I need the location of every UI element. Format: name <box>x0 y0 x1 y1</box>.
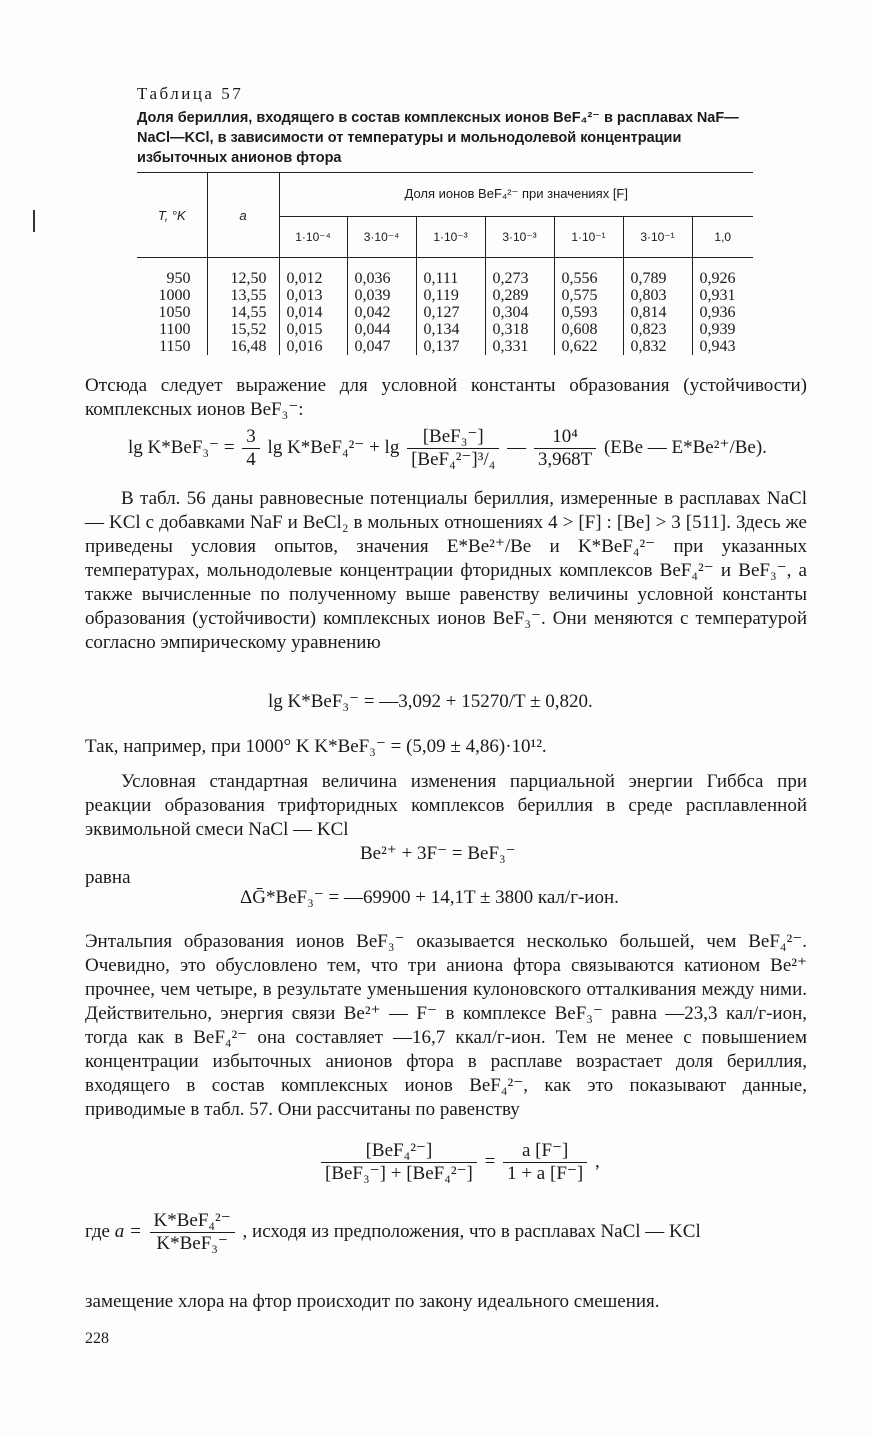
table-title: Доля бериллия, входящего в состав комплексных ионов BeF₄²⁻ в расплавах NaF—NaCl—KCl, в зависимости от температуры и мольнодолевой концентрации избыточных анионов фтора <box>137 110 739 166</box>
p7-rest: , исходя из предположения, что в расплавах NaCl — KCl <box>242 1220 701 1242</box>
cell-value: 0,039 <box>347 287 416 304</box>
cell-value: 0,931 <box>692 287 753 304</box>
cell-value: 0,943 <box>692 338 753 355</box>
cell-value: 0,016 <box>279 338 347 355</box>
eq5-eq: = <box>484 1150 496 1172</box>
eq5-right-frac <box>503 1140 587 1185</box>
data-table <box>137 172 753 355</box>
cell-a: 14,55 <box>207 304 279 321</box>
column-header-a: a <box>207 173 279 258</box>
cell-value: 0,575 <box>554 287 623 304</box>
cell-a: 16,48 <box>207 338 279 355</box>
column-header-f: 3·10⁻¹ <box>623 216 692 258</box>
cell-value: 0,044 <box>347 321 416 338</box>
paragraph: Отсюда следует выражение для условной константы образования (устойчивости) комплексных ионов BeF₃⁻: <box>85 375 807 420</box>
cell-value: 0,012 <box>279 258 347 288</box>
table-row <box>137 258 753 288</box>
eq5-end: , <box>595 1150 600 1172</box>
cell-value: 0,823 <box>623 321 692 338</box>
column-header-f: 3·10⁻⁴ <box>347 216 416 258</box>
cell-value: 0,289 <box>485 287 554 304</box>
equation-1 <box>128 426 767 471</box>
cell-value: 0,013 <box>279 287 347 304</box>
cell-value: 0,939 <box>692 321 753 338</box>
eq1-tail: (EBe — E*Be²⁺/Be). <box>603 436 767 458</box>
cell-value: 0,622 <box>554 338 623 355</box>
p7-lead: где <box>85 1220 110 1242</box>
eq1-minus: — <box>507 436 527 458</box>
eq5-num: [BeF₄²⁻] <box>321 1140 477 1163</box>
eq5-den: [BeF₃⁻] + [BeF₄²⁻] <box>325 1163 473 1184</box>
paragraph: Энтальпия образования ионов BeF₃⁻ оказывается несколько большей, чем BeF₄²⁻. Очевидно, это обусловлено тем, что три аниона фтора связываются катионом Be²⁺ прочнее, чем четыре, в результате уменьшения кулоновского отталкивания между ними. Действительно, энергия связи Be²⁺ — F⁻ в комплексе BeF₃⁻ равна —23,3 кал/г-ион, тогда как в BeF₄²⁻ она составляет —16,7 ккал/г-ион. Тем не менее с повышением концентрации избыточных анионов фтора в расплаве возрастает доля бериллия, входящего в состав комплексных ионов BeF₄²⁻, как это показывают данные, приводимые в табл. 57. Они рассчитаны по равенству <box>85 931 807 1120</box>
cell-value: 0,014 <box>279 304 347 321</box>
cell-value: 0,803 <box>623 287 692 304</box>
eq5-left-frac <box>321 1140 477 1185</box>
cell-value: 0,926 <box>692 258 753 288</box>
cell-value: 0,134 <box>416 321 485 338</box>
eq1-t-den: 3,968T <box>537 449 593 470</box>
table-row <box>137 338 753 355</box>
paragraph: равна <box>85 867 131 888</box>
cell-value: 0,047 <box>347 338 416 355</box>
column-header-t: T, °K <box>137 173 207 258</box>
equation-4: ΔḠ*BeF₃⁻ = —69900 + 14,1T ± 3800 кал/г-ион. <box>240 887 619 908</box>
equation-3: Be²⁺ + 3F⁻ = BeF₃⁻ <box>360 843 516 864</box>
column-header-f: 1·10⁻⁴ <box>279 216 347 258</box>
table-row <box>137 321 753 338</box>
cell-t: 1000 <box>158 287 191 304</box>
eq1-mid: lg K*BeF₄²⁻ + lg <box>267 436 400 458</box>
paragraph: замещение хлора на фтор происходит по закону идеального смешения. <box>85 1291 660 1312</box>
eq1-frac-den: [BeF₄²⁻]³/₄ <box>411 449 496 470</box>
table-row <box>137 287 753 304</box>
cell-t: 1050 <box>158 304 191 321</box>
cell-a: 15,52 <box>207 321 279 338</box>
cell-value: 0,608 <box>554 321 623 338</box>
column-header-f: 3·10⁻³ <box>485 216 554 258</box>
column-header-f: 1,0 <box>692 216 753 258</box>
eq1-frac-num: [BeF₃⁻] <box>407 426 499 449</box>
p7-den: K*BeF₃⁻ <box>156 1233 228 1254</box>
eq1-coef-den: 4 <box>246 449 256 470</box>
eq1-coef-num: 3 <box>242 426 260 449</box>
cell-value: 0,331 <box>485 338 554 355</box>
cell-value: 0,556 <box>554 258 623 288</box>
cell-value: 0,119 <box>416 287 485 304</box>
table-row <box>137 304 753 321</box>
page-number: 228 <box>85 1330 109 1347</box>
cell-value: 0,042 <box>347 304 416 321</box>
cell-a: 12,50 <box>207 258 279 288</box>
equation-5 <box>318 1140 600 1185</box>
cell-a: 13,55 <box>207 287 279 304</box>
paragraph: В табл. 56 даны равновесные потенциалы бериллия, измеренные в расплавах NaCl — KCl с добавками NaF и BeCl₂ в мольных отношениях 4 > [F] : [Be] > 3 [511]. Здесь же приведены условия опытов, значения E*Be²⁺/Be и K*BeF₄²⁻ при указанных температурах, мольнодолевые концентрации фторидных комплексов BeF₄²⁻ и BeF₃⁻, а также вычисленные по полученному выше равенству величины условной константы образования (устойчивости) комплексных ионов BeF₃⁻. Они меняются с температурой согласно эмпирическому уравнению <box>85 488 807 653</box>
column-header-f: 1·10⁻¹ <box>554 216 623 258</box>
cell-value: 0,936 <box>692 304 753 321</box>
cell-value: 0,318 <box>485 321 554 338</box>
cell-value: 0,273 <box>485 258 554 288</box>
cell-value: 0,036 <box>347 258 416 288</box>
p7-a: a = <box>114 1220 142 1242</box>
cell-value: 0,593 <box>554 304 623 321</box>
equation-2: lg K*BeF₃⁻ = —3,092 + 15270/T ± 0,820. <box>268 691 593 712</box>
eq1-lhs: lg K*BeF₃⁻ = <box>128 436 235 458</box>
cell-t: 1100 <box>159 321 191 338</box>
equation-6 <box>85 1210 701 1255</box>
cell-value: 0,304 <box>485 304 554 321</box>
cell-value: 0,832 <box>623 338 692 355</box>
eq5-r-den: 1 + a [F⁻] <box>507 1163 584 1184</box>
paragraph: Так, например, при 1000° K K*BeF₃⁻ = (5,09 ± 4,86)·10¹². <box>85 736 547 757</box>
cell-value: 0,015 <box>279 321 347 338</box>
eq1-t-num: 10⁴ <box>534 426 596 449</box>
cell-value: 0,111 <box>416 258 485 288</box>
eq1-coef <box>242 426 260 471</box>
cell-value: 0,814 <box>623 304 692 321</box>
eq1-frac <box>407 426 499 471</box>
group-header: Доля ионов BeF₄²⁻ при значениях [F] <box>279 173 753 217</box>
eq5-r-num: a [F⁻] <box>503 1140 587 1163</box>
margin-mark <box>33 210 35 232</box>
cell-value: 0,137 <box>416 338 485 355</box>
paragraph: Условная стандартная величина изменения парциальной энергии Гиббса при реакции образования трифторидных комплексов бериллия в среде расплавленной эквимольной смеси NaCl — KCl <box>85 771 807 840</box>
cell-t: 1150 <box>159 338 191 355</box>
cell-value: 0,789 <box>623 258 692 288</box>
p7-frac <box>150 1210 235 1255</box>
cell-t: 950 <box>166 270 191 287</box>
table-caption: Таблица 57 <box>137 84 244 103</box>
eq1-tfrac <box>534 426 596 471</box>
p7-num: K*BeF₄²⁻ <box>150 1210 235 1233</box>
cell-value: 0,127 <box>416 304 485 321</box>
column-header-f: 1·10⁻³ <box>416 216 485 258</box>
